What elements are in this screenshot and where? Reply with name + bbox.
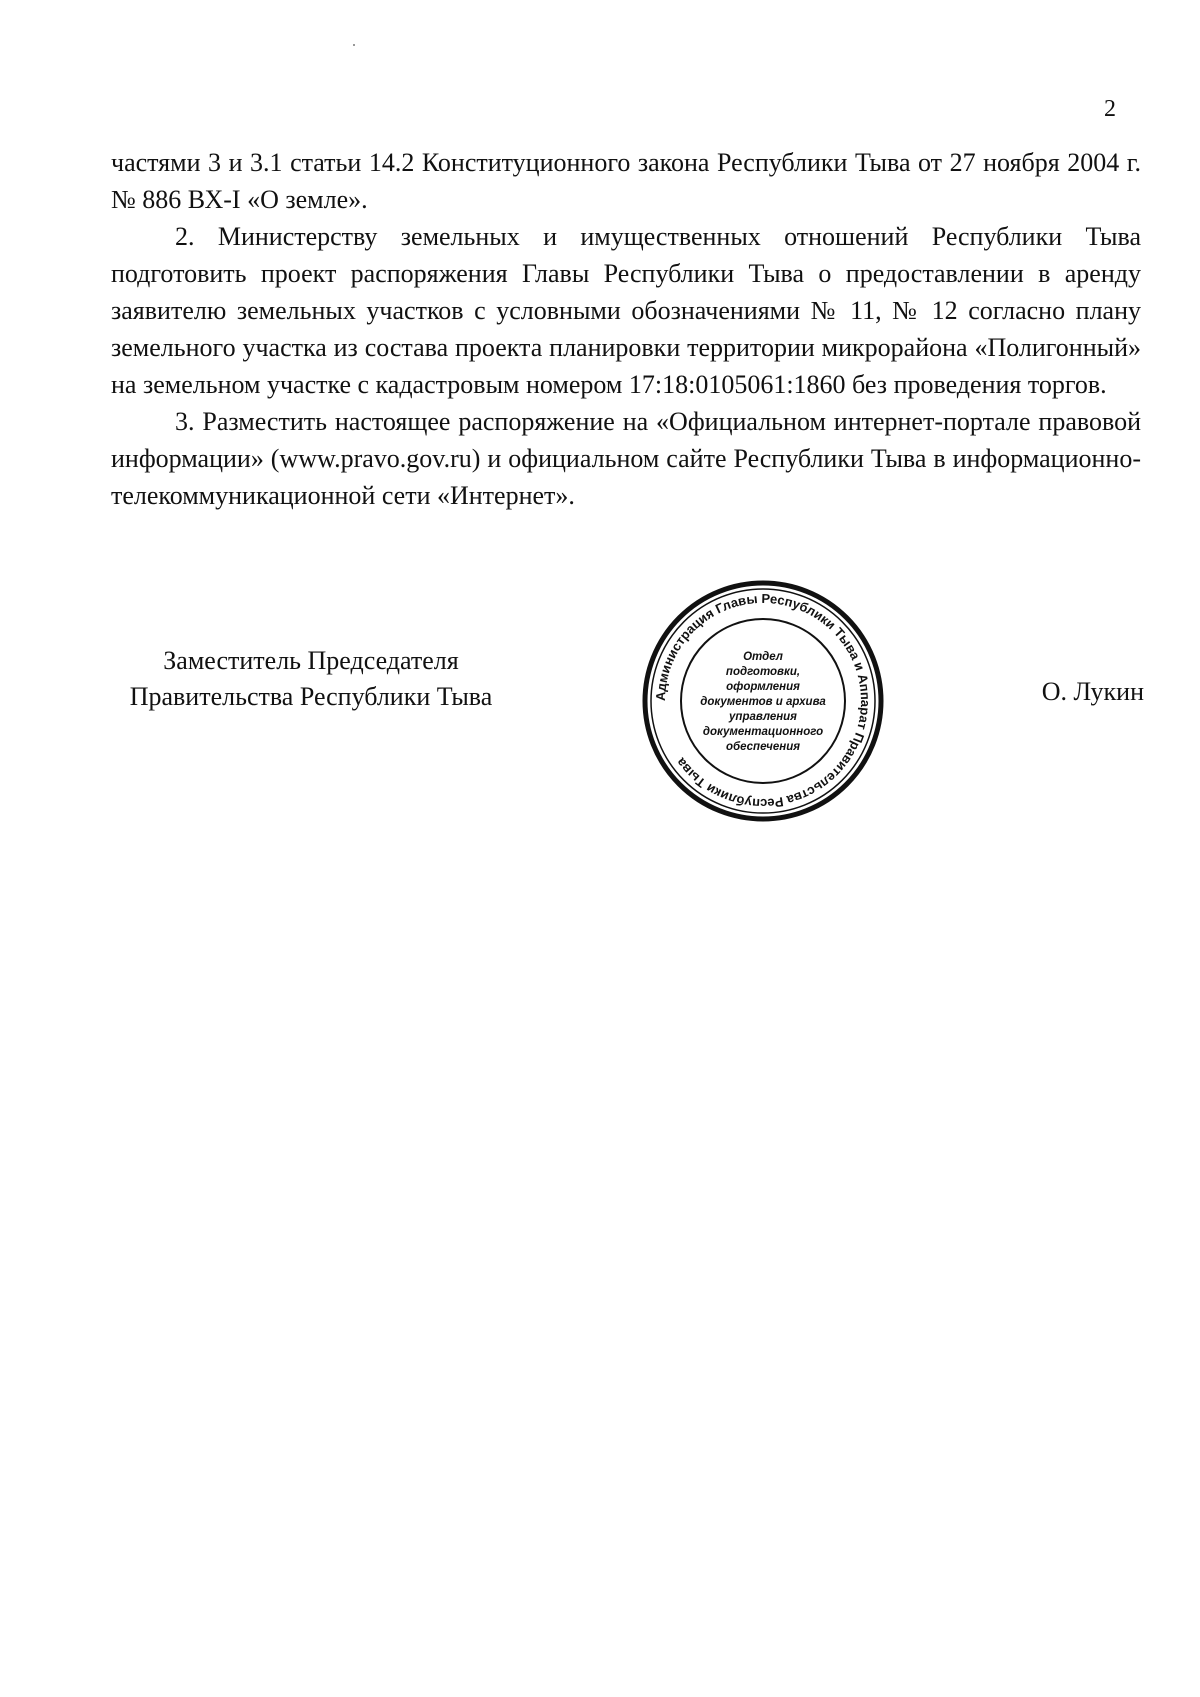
document-body: [111, 144, 1141, 514]
stamp-line-3: оформления: [726, 681, 800, 693]
official-stamp: [638, 576, 888, 826]
paragraph-item-2: 2. Министерству земельных и имущественных отношений Республики Тыва подготовить проект распоряжения Главы Республики Тыва о предоставлении в аренду заявителю земельных участков с условными обозначениями № 11, № 12 согласно плану земельного участка из состава проекта планировки территории микрорайона «Полигонный» на земельном участке с кадастровым номером 17:18:0105061:1860 без проведения торгов.: [111, 222, 1141, 399]
stamp-line-7: обеспечения: [725, 741, 801, 753]
scan-speck: [353, 44, 355, 46]
signatory-position: [111, 643, 511, 715]
stamp-line-6: документационного: [702, 726, 824, 738]
paragraph-item-3: 3. Разместить настоящее распоряжение на «Официальном интернет-портале правовой информации» (www.pravo.gov.ru) и официальном сайте Республики Тыва в информационно-телекоммуникационной сети «Интернет».: [111, 407, 1141, 510]
page-number: 2: [1104, 96, 1116, 122]
signatory-position-line1: Заместитель Председателя: [163, 646, 459, 675]
stamp-line-2: подготовки,: [725, 666, 801, 678]
signature-block: [0, 590, 1200, 843]
signatory-name: О. Лукин: [1041, 677, 1144, 706]
stamp-line-4: документов и архива: [700, 696, 826, 708]
stamp-line-5: управления: [729, 711, 797, 723]
signatory-position-line2: Правительства Республики Тыва: [129, 682, 493, 711]
stamp-outer-text: Администрация Главы Республики Тыва и Аппарат Правительства Республики Тыва: [652, 590, 874, 812]
paragraph-continuation: частями 3 и 3.1 статьи 14.2 Конституционного закона Республики Тыва от 27 ноября 2004 г. № 886 ВХ-I «О земле».: [111, 148, 1141, 214]
stamp-line-1: Отдел: [743, 651, 783, 663]
